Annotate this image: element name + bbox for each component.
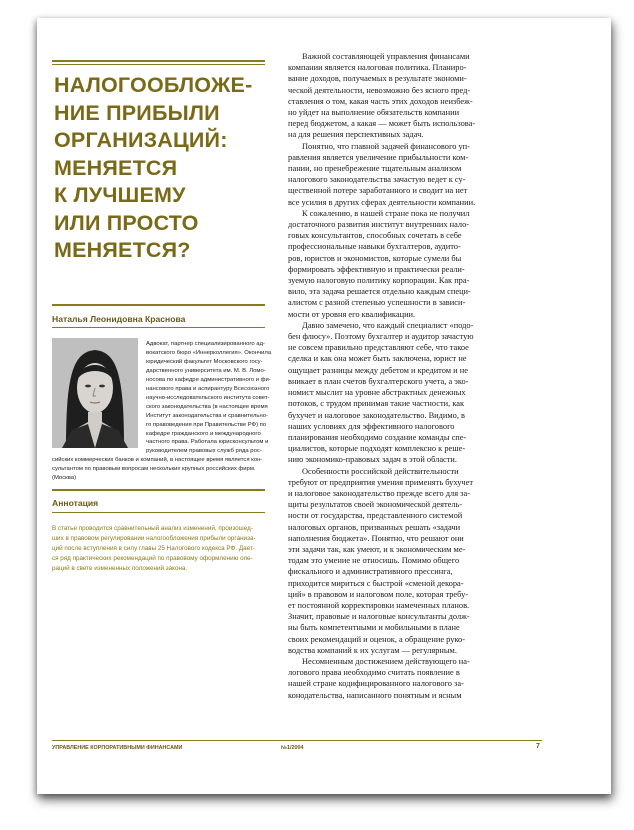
annotation-line: В статье проводится сравнительный анализ изменений, произошед- [52,525,253,532]
body-line: налоговых органов, призванных решать «задачи [288,522,461,532]
bio-line: носова по кафедре административного и фи- [146,376,271,383]
body-line: и налоговое законодательство прежде всего для за- [288,488,470,498]
body-line: наполнения бюджета». Понятно, что решают они [288,533,464,543]
body-line: зуемую налоговую политику корпорации. Как пра- [288,276,470,286]
portrait-image [52,338,138,448]
bio-line: сультантом по правовым вопросам нескольких крупных российских фирм. [52,465,256,472]
body-line: ет постоянной корректировки намеченных планов. [288,600,470,610]
title-line: К ЛУЧШЕМУ [54,183,186,207]
title-line: НИЕ ПРИБЫЛИ [54,100,220,125]
body-line: на для решения перспективных задач. [288,130,424,140]
body-line: ров, юристов и экономистов, которые сумели бы [288,253,462,263]
title-line: МЕНЯЕТСЯ [54,155,178,180]
body-line: ны быть компетентными и мобильными в плане [288,623,460,633]
body-line: конодательства, написанного понятным и ясным [288,690,462,700]
body-line: наших условиях для эффективного налогового [288,421,455,431]
body-line: вило, эта задача решается отдельно каждым специ- [288,287,471,297]
body-line: сделка и как она может быть заключена, юрист не [288,354,467,364]
annotation-line: ся ряд практических рекомендаций по правовому оформлению опе- [52,555,253,563]
body-line: номист мыслит на уровне абстрактных денежных [288,388,466,398]
body-line: компании является налоговая политика. Планиро- [288,63,467,73]
author-rule-bottom [52,327,265,328]
body-line: приходится мириться с быстрой «сменой декора- [288,578,464,588]
body-line: требуют от предприятия умения применять бухучет [288,477,474,487]
body-line: достаточного развития институт внутренних нало- [288,220,470,230]
bio-line: сийских коммерческих банков и компаний, в настоящее время является кон- [52,457,263,463]
author-bio-right [146,340,271,456]
body-line: не совсем правильно представляют себе, что такое [288,343,469,353]
body-line: циалистов, которые подходят комплексно к реше- [288,444,466,454]
annotation-rule-bottom [52,512,265,513]
body-line: нашей стране кодифицированного налогового за- [288,679,464,689]
bio-line: (Москва) [52,474,77,481]
author-rule-top [52,304,265,306]
title-line: НАЛОГООБЛОЖЕ- [54,73,253,97]
body-line: Давно замечено, что каждый специалист «подо- [302,320,474,330]
body-line: фискального и административного прессинга, [288,567,453,577]
body-line: эти задачи так, как умеют, и к экономическим ме- [288,544,466,554]
bio-line: ского законодательства (в настоящее время [146,403,268,410]
body-line: Особенности российской действительности [302,466,459,476]
body-line: логового права необходимо считать появление в [288,668,460,678]
article-title [54,72,264,265]
body-line: нию экономико-правовых задач в этой области. [288,455,458,465]
body-line: перед бюджетом, а какая — может быть использова- [288,119,476,129]
body-line: ности от государства, представленного системой [288,511,463,521]
body-line: щественной потере заработанного и сводит на нет [288,186,468,196]
bio-line: кафедре гражданского и международного [146,430,261,437]
body-line: вание доходов, получаемых в результате экономи- [288,74,467,84]
body-line: формировать эффективную и практически реали- [288,264,465,274]
body-line: щиты результатов своей экономической деятель- [288,500,463,510]
body-line: вникает в план счетов бухгалтерского учета, а эко- [288,376,469,386]
article-body [288,51,528,701]
footer-issue: №1/2004 [281,745,304,751]
annotation-line: раций в свете измененных положений закона. [52,565,188,573]
body-line: своих рекомендаций и оценок, а обращение руко- [288,634,466,644]
body-line: профессиональные навыки бухгалтеров, аудито- [288,242,461,252]
body-line: все усилия в других сферах деятельности компании. [288,197,476,207]
bio-line: Институт законодательства и сравнительно- [146,412,268,419]
bio-line: Адвокат, партнер специализированного ад- [146,341,265,347]
body-line: Важной составляющей управления финансами [302,52,470,61]
title-rule-top-thin [52,64,265,65]
footer-rule [52,740,542,741]
body-line: бухучет и налоговое законодательство. Видимо, в [288,410,466,420]
body-line: потоков, с трудом принимая такие частности, как [288,399,465,409]
body-line: ческой деятельности, невозможно без ясного пред- [288,85,471,95]
annotation-rule-top [52,489,265,491]
body-line: Понятно, что главной задачей финансового уп- [302,141,470,151]
bio-line: дарственного университета им. М. В. Ломо- [146,367,266,374]
body-line: пании, но пренебрежение тщательным анализом [288,164,462,174]
bio-line: руководителем правовых служб ряда рос- [146,448,262,455]
body-line: ощущает разницы между дебетом и кредитом и не [288,365,468,375]
author-name: Наталья Леонидовна Краснова [52,314,186,324]
author-bio-full [52,456,262,483]
title-line: ОРГАНИЗАЦИЙ: [54,128,228,152]
body-line: равления является увеличение прибыльности ком- [288,152,469,162]
body-line: Несомненным достижением действующего на- [302,656,470,666]
bio-line: научно-исследовательского института совет- [146,394,270,401]
body-line: ций» в правовом и налоговом поле, которая требу- [288,589,469,599]
title-rule-top [52,60,265,62]
author-photo [52,338,138,448]
title-line: МЕНЯЕТСЯ? [54,238,191,262]
bio-line: го правоведения при Правительстве РФ) по [146,421,267,428]
title-line: ИЛИ ПРОСТО [54,210,199,235]
annotation-heading: Аннотация [52,498,99,508]
body-line: водства компаний к их услугам — регулярным. [288,645,457,655]
bio-line: вокатского бюро «Иннерколлегия». Окончила [146,349,272,356]
body-line: К сожалению, в нашей стране пока не получил [302,208,470,218]
body-line: мости от уровня его квалификации. [288,309,416,319]
body-line: тодам это умение не относишь. Помимо общего [288,556,460,566]
bio-line: частного права. Работала юрисконсультом и [146,439,269,446]
body-line: планирования необходимо создание команды спе- [288,432,467,442]
annotation-line: ших в правовом регулировании налогообложения прибыли организа- [52,535,256,543]
body-line: говых консультантов, способных сочетать в себе [288,231,462,241]
body-line: налогового законодательства зачастую ведет к су- [288,175,466,185]
bio-line: нансового права и аспирантуру Всесоюзного [146,385,270,392]
body-line: бен флюсу». Поэтому бухгалтер и аудитор зачастую [288,332,474,342]
annotation-text [52,524,256,574]
body-line: ставления о том, какая часть этих доходов неизбеж- [288,96,473,106]
body-line: алистом с разной степенью успешности в зависи- [288,298,466,308]
body-line: Значит, правовые и налоговые консультанты долж- [288,612,470,622]
footer-page-number: 7 [536,743,540,750]
footer-journal-name: УПРАВЛЕНИЕ КОРПОРАТИВНЫМИ ФИНАНСАМИ [52,745,183,751]
body-line: но уйдет на выполнение обязательств компании [288,108,460,118]
annotation-line: ций после вступления в силу главы 25 Налогового кодекса РФ. Дает- [52,545,255,553]
bio-line: юридический факультет Московского госу- [146,358,263,365]
